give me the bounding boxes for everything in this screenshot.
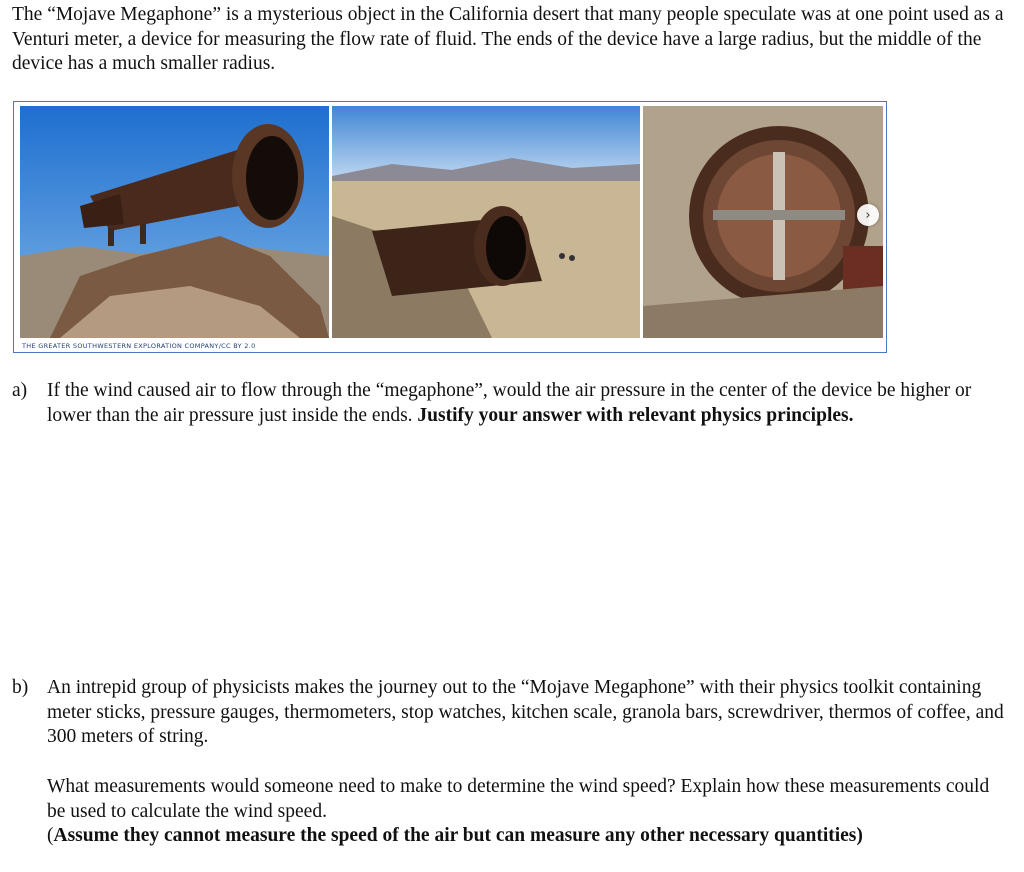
megaphone-photo-side <box>20 106 329 338</box>
next-image-button[interactable] <box>857 204 879 226</box>
question-b-assumption-bold: Assume they cannot measure the speed of the air but can measure any other necessary quantities) <box>53 825 863 846</box>
question-b <box>12 676 1017 750</box>
question-b-assumption <box>47 824 1007 849</box>
question-b-text: An intrepid group of physicists makes the journey out to the “Mojave Megaphone” with their physics toolkit containing meter sticks, pressure gauges, thermometers, stop watches, kitchen scale, granola bars, screwdriver, thermos of coffee, and 300 meters of string. <box>47 677 1004 747</box>
question-b-paren: ( <box>47 825 54 846</box>
question-a-text <box>47 379 1017 428</box>
question-b-measurements: What measurements would someone need to make to determine the wind speed? Explain how these measurements could be used to calculate the wind speed. <box>47 776 990 822</box>
question-a-label: a) <box>12 380 28 401</box>
question-a <box>12 379 1017 428</box>
megaphone-photo-end <box>643 106 883 338</box>
chevron-right-icon: › <box>865 207 871 223</box>
intro-paragraph: The “Mojave Megaphone” is a mysterious object in the California desert that many people speculate was at one point used as a Venturi meter, a device for measuring the flow rate of fluid. The ends of the device have a large radius, but the middle of the device has a much smaller radius. <box>12 4 1004 74</box>
question-b-label: b) <box>12 677 29 698</box>
photo-credit: THE GREATER SOUTHWESTERN EXPLORATION COMPANY/CC BY 2.0 <box>22 342 256 350</box>
megaphone-photo-desert <box>332 106 640 338</box>
photo-gallery <box>13 101 887 353</box>
question-a-instruction: Justify your answer with relevant physics principles. <box>417 404 854 426</box>
question-a-body: If the wind caused air to flow through the “megaphone”, would the air pressure in the center of the device be higher or lower than the air pressure just inside the ends. <box>47 380 972 426</box>
question-b-prompt <box>47 775 1007 849</box>
